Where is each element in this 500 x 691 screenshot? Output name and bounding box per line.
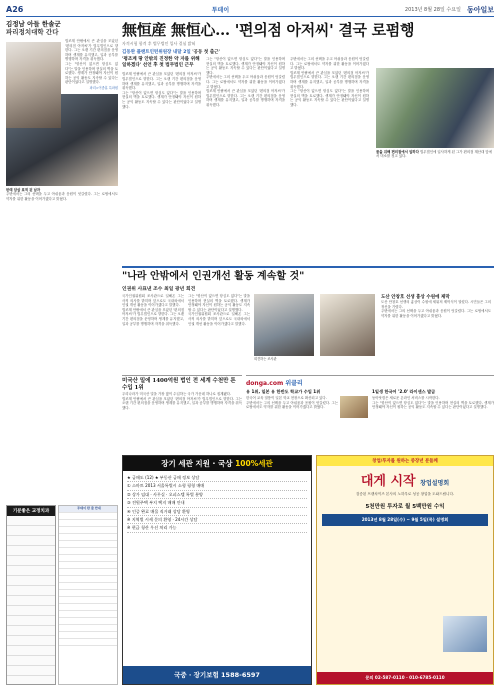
- article2-portrait-photo: [254, 294, 314, 356]
- weekly-section: [246, 375, 494, 420]
- article2-sidebar-text-2: 주변에서는 그의 선택을 두고 아쉬움과 응원이 엇갈렸다. 그는 로펌에서도 약자를 위한 활동을 이어가겠다고 밝혔다.: [381, 309, 491, 318]
- startup-seminar-ad: [316, 455, 494, 685]
- table-row: [59, 576, 117, 583]
- main-body-2c: 법조계 안팎에서 큰 관심을 모았던 '편의점 아저씨'가 법무법인으로 향한다. 그는 오랜 기간 편의점을 운영하며 생계를 유지했고, 일과 공부를 병행하며 자격을 취득했다.: [206, 89, 285, 107]
- article2-sidebar-headline: 도산 안창호 선생 흉상 수원에 제막: [381, 295, 450, 300]
- main-photo-caption-bold: 꿈을 위해 편의점에서 일하다: [376, 150, 419, 154]
- table-row: [59, 597, 117, 604]
- left-article-text-2: 그는 "항산이 없으면 항심도 없다"는 말을 인용하며 현실의 벽을 토로했다. 생계가 안정돼야 자신이 원하는 공익 활동도 지속할 수 있다는 판단이었다고 설명했다.: [65, 61, 118, 85]
- main-body-1b: 그는 "항산이 없으면 항심도 없다"는 말을 인용하며 현실의 벽을 토로했다. 생계가 안정돼야 자신이 원하는 공익 활동도 지속할 수 있다는 판단이었다고 설명했다.: [122, 90, 201, 109]
- article3-headline: 미국산 밀에 1400억원 법인 전 세계 수천만 톤 수입 1위: [122, 378, 236, 391]
- article2-headline: "나라 안밖에서 인권개선 활동 계속할 것": [122, 271, 305, 282]
- left-ad-row: [7, 646, 55, 656]
- main-article: [122, 20, 494, 159]
- left-ad-row: [7, 586, 55, 596]
- main-byline-name: '공동 첫 출근': [192, 50, 220, 55]
- startup-ad-description: 검증된 프랜차이즈 본사의 노하우로 성공 창업을 도와드립니다.: [355, 492, 455, 496]
- article2-text-2: 법조계 안팎에서 큰 관심을 모았던 '편의점 아저씨'가 법무법인으로 향한다. 그는 오랜 기간 편의점을 운영하며 생계를 유지했고, 일과 공부를 병행하며 자격을 취득했다.: [122, 307, 185, 326]
- startup-ad-photo: [443, 616, 487, 652]
- startup-ad-top: 창업/투자를 원하는 중장년 분들께: [317, 456, 493, 466]
- weekly-item-1-text: 한국어 교육 열풍이 일본 학교 현장으로 확산되고 있다.: [246, 396, 327, 400]
- left-caption-text: 주변에서는 그의 선택을 두고 아쉬움과 응원이 엇갈렸다. 그는 로펌에서도 약자를 위한 활동을 이어가겠다고 밝혔다.: [6, 192, 118, 201]
- left-photo-caption: 한때 암살 표적 된 남자: [6, 187, 41, 192]
- left-listing-table: [58, 505, 118, 685]
- startup-ad-headline: [317, 470, 493, 489]
- section-name: 투데이: [211, 7, 230, 14]
- weekly-item-1: [246, 389, 368, 420]
- main-column-3: [290, 57, 369, 109]
- left-ad-row: [7, 566, 55, 576]
- startup-ad-headline-small: 창업설명회: [420, 480, 450, 487]
- startup-ad-offer: 5천만원 투자로 월 5백만원 수익: [365, 504, 445, 510]
- weekly-item-1-headline: 유 1위, 일본 유 한반도 학교가 수입 1위: [246, 389, 321, 394]
- weekly-label-text: 위클리: [285, 380, 303, 387]
- main-body-2b: 주변에서는 그의 선택을 두고 아쉬움과 응원이 엇갈렸다. 그는 로펌에서도 약자를 위한 활동을 이어가겠다고 밝혔다.: [206, 75, 285, 89]
- article2-sidebar-text: 도산 안창호 선생의 흉상이 수원에 세워져 제막식이 열렸다. 시민들은 그의 정신을 기렸다.: [381, 300, 491, 309]
- main-column-1: [122, 57, 201, 109]
- table-row: [59, 583, 117, 590]
- left-article-text: 법조계 안팎에서 큰 관심을 모았던 '편의점 아저씨'가 법무법인으로 향한다. 그는 오랜 기간 편의점을 운영하며 생계를 유지했고, 일과 공부를 병행하며 자격을 취득했다.: [65, 39, 118, 62]
- table-row: [59, 562, 117, 569]
- article2-text-3: 그는 "항산이 없으면 항심도 없다"는 말을 인용하며 현실의 벽을 토로했다. 생계가 안정돼야 자신이 원하는 공익 활동도 지속할 수 있다는 판단이었다고 설명했다.: [188, 294, 250, 312]
- left-ad-rows: [7, 516, 55, 676]
- weekly-label-red[interactable]: donga.com: [246, 380, 284, 387]
- main-photo-caption-text: 법무법인에 입사하게 된 그가 편의점 계산대 앞에서 미소를 짓고 있다.: [376, 150, 492, 159]
- left-table-head: 투데이 한 줄 안내: [59, 506, 117, 513]
- article2-subhead: 인권위 사표낸 조수 최일 광년 회견: [122, 287, 196, 292]
- left-ad-row: [7, 636, 55, 646]
- left-ad-row: [7, 656, 55, 666]
- left-ad-row: [7, 516, 55, 526]
- newspaper-brand: 동아일보: [466, 4, 494, 14]
- left-ad-row: [7, 626, 55, 636]
- article2-photo-caption: 회견하는 조사관: [254, 357, 277, 361]
- main-byline-label: 김동완 플랜트인턴위원장 내달 2일: [122, 50, 191, 55]
- weekly-item-2-text: 동아닷컴은 새로운 온라인 서비스를 시작한다.: [372, 396, 440, 400]
- left-byline: 파리=이종훈 특파원: [89, 85, 118, 90]
- table-row: [59, 555, 117, 562]
- list-item: ※ 현금 청산 우선 처리 가능: [127, 524, 307, 532]
- main-body-3: 주변에서는 그의 선택을 두고 아쉬움과 응원이 엇갈렸다. 그는 로펌에서도 약자를 위한 활동을 이어가겠다고 밝혔다.: [290, 57, 369, 71]
- list-item: ★ 급매도 (12) ★ 부동산 급매 정보 상담: [127, 474, 307, 482]
- table-row: [59, 548, 117, 555]
- main-photo-caption: [376, 150, 494, 159]
- main-headline: 無恒産 無恒心… '편의점 아저씨' 결국 로펌행: [122, 21, 415, 39]
- left-ad-row: [7, 616, 55, 626]
- table-row: [59, 569, 117, 576]
- left-ad-row: [7, 596, 55, 606]
- left-ad-row: [7, 526, 55, 536]
- article2-body: [122, 294, 494, 361]
- main-store-photo: [376, 68, 494, 148]
- main-subline: 자격시험 합격 후 법무법인 입사 결심 밝혀: [122, 41, 196, 46]
- table-row: [59, 541, 117, 548]
- page-header: [6, 3, 494, 17]
- main-column-2: [206, 57, 285, 109]
- advertisement-area: [122, 455, 494, 685]
- table-row: [59, 604, 117, 611]
- startup-ad-contact: 문의 02-587-0110 · 010-6785-0110: [317, 672, 493, 684]
- main-body-3c: 그는 "항산이 없으면 항심도 없다"는 말을 인용하며 현실의 벽을 토로했다. 생계가 안정돼야 자신이 원하는 공익 활동도 지속할 수 있다는 판단이었다고 설명했다.: [290, 89, 369, 107]
- list-item: ④ 인증 완료 매물 직거래 상담 환영: [127, 508, 307, 516]
- main-body-3b: 법조계 안팎에서 큰 관심을 모았던 '편의점 아저씨'가 법무법인으로 향한다. 그는 오랜 기간 편의점을 운영하며 생계를 유지했고, 일과 공부를 병행하며 자격을 취득했다.: [290, 70, 369, 89]
- weekly-item-2-text-2: 그는 "항산이 없으면 항심도 없다"는 말을 인용하며 현실의 벽을 토로했다. 생계가 안정돼야 자신이 원하는 공익 활동도 지속할 수 있다는 판단이었다고 설명했다.: [372, 400, 494, 410]
- list-item: ② 상가 임대 · 사무실 · 오피스텔 특별 분양: [127, 491, 307, 499]
- table-row: [59, 527, 117, 534]
- weekly-item-2: [372, 389, 494, 420]
- table-row: [59, 534, 117, 541]
- table-row: [59, 639, 117, 646]
- left-ad-row: [7, 606, 55, 616]
- article3-text: 우리나라가 미국산 밀을 가장 많이 수입하는 국가 가운데 하나로 집계됐다.: [122, 392, 232, 396]
- table-row: [59, 611, 117, 618]
- table-row: [59, 513, 117, 520]
- page-number: A26: [6, 5, 24, 14]
- article2-col-4: [320, 294, 377, 361]
- left-ad-row: [7, 536, 55, 546]
- list-item: ③ 전원주택 부지 택지 매매 안내: [127, 499, 307, 507]
- left-ad-row: [7, 576, 55, 586]
- weekly-items: [246, 389, 494, 420]
- table-row: [59, 632, 117, 639]
- real-estate-ad-title: [123, 456, 311, 471]
- startup-ad-schedule: 2013년 8월 28일(수) ~ 9월 5일(목) 설명회: [322, 514, 488, 526]
- weekly-label: [246, 378, 494, 387]
- main-byline: [122, 49, 494, 55]
- table-row: [59, 520, 117, 527]
- left-kicker-sub: 파리정치대학 간다: [6, 28, 59, 36]
- list-item: ※ 지역별 시세 문의 환영 · 24시간 상담: [127, 516, 307, 524]
- weekly-item-1-text-2: 주변에서는 그의 선택을 두고 아쉬움과 응원이 엇갈렸다. 그는 로펌에서도 약자를 위한 활동을 이어가겠다고 밝혔다.: [246, 400, 338, 410]
- real-estate-ad-phone: 국중 · 장기보험 1588-6597: [123, 666, 311, 684]
- left-ad-title: 기분좋은 교정치과: [7, 506, 55, 516]
- article2-col-2: [188, 294, 250, 361]
- weekly-item-2-headline: 1일생 한국어 '2.0' 라이센스 발급: [372, 389, 436, 394]
- real-estate-ad-title-highlight: 100%세관: [235, 459, 273, 468]
- left-kicker: 김정남 아들 한솔군: [6, 20, 61, 28]
- article2-text: 국가인권위원회 조사관으로 일해온 그는 사직 의사를 밝히며 앞으로도 국내외에서 인권 개선 활동을 이어가겠다고 말했다.: [122, 294, 184, 308]
- real-estate-ad-title-pre: 장기 세관 지원 · 국상: [161, 459, 236, 468]
- table-row: [59, 590, 117, 597]
- weekly-item-1-photo: [340, 396, 368, 418]
- article2-statue-photo: [320, 294, 375, 356]
- table-row: [59, 625, 117, 632]
- list-item: ① 스마트 2013 서울특별시 소형 평형 매매: [127, 482, 307, 490]
- left-ad-row: [7, 556, 55, 566]
- main-body-2: 그는 "항산이 없으면 항심도 없다"는 말을 인용하며 현실의 벽을 토로했다. 생계가 안정돼야 자신이 원하는 공익 활동도 지속할 수 있다는 판단이었다고 설명했다.: [206, 57, 285, 75]
- article2-text-4: 국가인권위원회 조사관으로 일해온 그는 사직 의사를 밝히며 앞으로도 국내외에서 인권 개선 활동을 이어가겠다고 말했다.: [188, 312, 250, 326]
- main-body-1: 법조계 안팎에서 큰 관심을 모았던 '편의점 아저씨'가 법무법인으로 향한다. 그는 오랜 기간 편의점을 운영하며 생계를 유지했고, 일과 공부를 병행하며 자격을 취득했다.: [122, 72, 201, 91]
- main-pull-quote: '평조계 땅 안밖의 진정한 약 자를 위해 일하겠다' 선언 후 첫 법무법인 근무: [122, 57, 200, 69]
- human-rights-article: [122, 266, 494, 361]
- left-portrait-photo: [6, 42, 61, 128]
- article2-col-3: [254, 294, 316, 361]
- issue-date: 2013년 8월 28일 수요일: [404, 7, 461, 13]
- article3-text-2: 법조계 안팎에서 큰 관심을 모았던 '편의점 아저씨'가 법무법인으로 향한다. 그는 오랜 기간 편의점을 운영하며 생계를 유지했고, 일과 공부를 병행하며 자격을 취득했다.: [122, 396, 242, 410]
- wheat-import-article: [122, 375, 242, 410]
- left-ad-box: [6, 505, 56, 685]
- real-estate-ad: [122, 455, 312, 685]
- left-ad-row: [7, 546, 55, 556]
- left-ad-row: [7, 666, 55, 676]
- table-row: [59, 618, 117, 625]
- article2-sidebar: [381, 294, 491, 361]
- left-column: [6, 20, 118, 685]
- real-estate-ad-items: [123, 471, 311, 536]
- article2-col-1: [122, 294, 184, 361]
- startup-ad-headline-main: 대게 시작: [360, 474, 421, 489]
